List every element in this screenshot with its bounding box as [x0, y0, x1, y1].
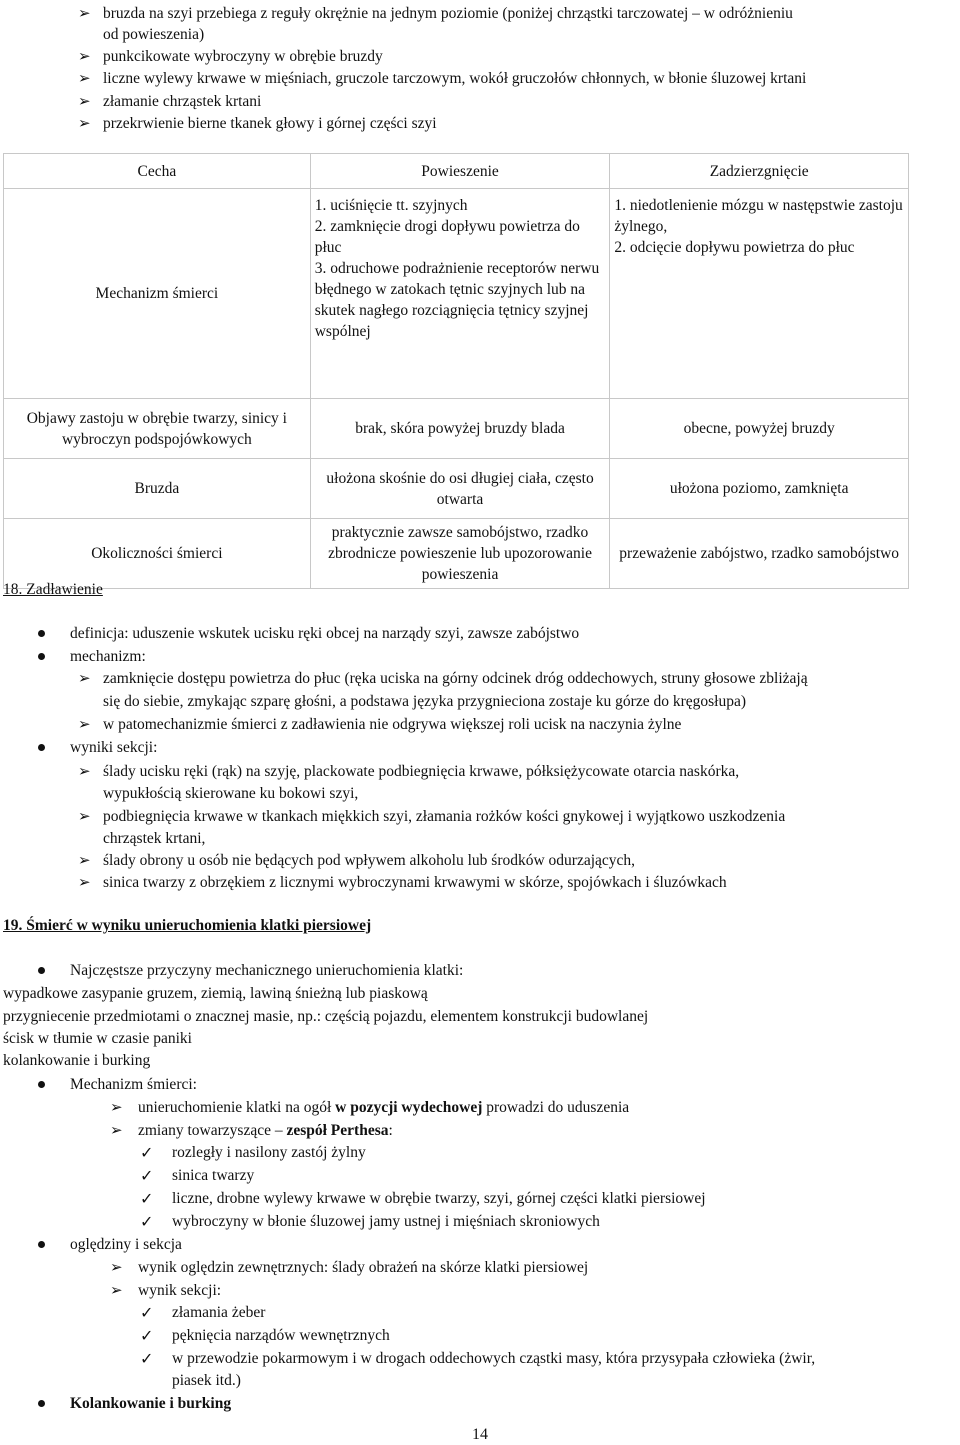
- comparison-table: [3, 153, 909, 589]
- arrow-bullet-icon: ➢: [78, 69, 91, 87]
- bullet-dot-icon: [38, 653, 45, 660]
- text-line: ścisk w tłumie w czasie paniki: [3, 1030, 192, 1047]
- section-heading-18: 18. Zadławienie: [3, 581, 103, 598]
- header-cecha: Cecha: [4, 154, 311, 189]
- list-item: przekrwienie bierne tkanek głowy i górnej części szyi: [103, 115, 437, 132]
- zadzierzgniecie-cell: obecne, powyżej bruzdy: [610, 399, 909, 459]
- list-item: wynik sekcji:: [138, 1282, 222, 1299]
- list-item: ślady ucisku ręki (rąk) na szyję, plackowate podbiegnięcia krwawe, półksiężycowate otarcia naskórka,: [103, 763, 740, 780]
- powieszenie-cell: ułożona skośnie do osi długiej ciała, często otwarta: [310, 459, 610, 519]
- list-item: liczne wylewy krwawe w mięśniach, gruczole tarczowym, wokół gruczołów chłonnych, w błonie śluzowej krtani: [103, 70, 807, 87]
- check-bullet-icon: ✓: [140, 1303, 154, 1322]
- powieszenie-cell: 1. uciśnięcie tt. szyjnych 2. zamknięcie drogi dopływu powietrza do płuc 3. odruchowe podrażnienie receptorów nerwu błędnego w zatokach tętnic szyjnych lub na skutek nagłego rozciągnięcia tętnicy szyjnej wspólnej: [310, 189, 610, 399]
- list-item: definicja: uduszenie wskutek ucisku ręki obcej na narządy szyi, zawsze zabójstwo: [70, 625, 580, 642]
- header-zadzierzgniecie: Zadzierzgnięcie: [610, 154, 909, 189]
- arrow-bullet-icon: ➢: [78, 715, 91, 733]
- list-item: punkcikowate wybroczyny w obrębie bruzdy: [103, 48, 383, 65]
- table-row: [4, 459, 909, 519]
- list-item-continuation: piasek itd.): [172, 1372, 241, 1389]
- bullet-dot-icon: [38, 630, 45, 637]
- zadzierzgniecie-cell: 1. niedotlenienie mózgu w następstwie zastoju żylnego, 2. odcięcie dopływu powietrza do płuc: [610, 189, 909, 399]
- arrow-bullet-icon: ➢: [110, 1121, 123, 1139]
- list-item-continuation: się do siebie, zmykając szparę głośni, a podstawa języka przygnieciona zostaje ku górze do kręgosłupa): [103, 693, 747, 710]
- arrow-bullet-icon: ➢: [78, 4, 91, 22]
- list-item: zmiany towarzyszące – zespół Perthesa:: [138, 1122, 393, 1139]
- list-item: pęknięcia narządów wewnętrznych: [172, 1327, 390, 1344]
- list-item: złamanie chrząstek krtani: [103, 93, 262, 110]
- arrow-bullet-icon: ➢: [78, 851, 91, 869]
- list-item: wybroczyny w błonie śluzowej jamy ustnej i mięśniach skroniowych: [172, 1213, 600, 1230]
- arrow-bullet-icon: ➢: [78, 114, 91, 132]
- check-bullet-icon: ✓: [140, 1349, 154, 1368]
- feature-cell: Bruzda: [4, 459, 311, 519]
- list-item: bruzda na szyi przebiega z reguły okrężnie na jednym poziomie (poniżej chrząstki tarczowatej – w odróżnieniu: [103, 5, 793, 22]
- list-item: sinica twarzy z obrzękiem z licznymi wybroczynami krwawymi w skórze, spojówkach i śluzówkach: [103, 874, 727, 891]
- list-item-continuation: wypukłością skierowane ku bokowi szyi,: [103, 785, 359, 802]
- list-item: złamania żeber: [172, 1304, 266, 1321]
- list-item: unieruchomienie klatki na ogół w pozycji wydechowej prowadzi do uduszenia: [138, 1099, 630, 1116]
- arrow-bullet-icon: ➢: [110, 1258, 123, 1276]
- arrow-bullet-icon: ➢: [110, 1098, 123, 1116]
- feature-cell: Okoliczności śmierci: [4, 519, 311, 589]
- table-row: [4, 189, 909, 399]
- header-powieszenie: Powieszenie: [310, 154, 610, 189]
- bullet-dot-icon: [38, 1400, 45, 1407]
- list-item: Kolankowanie i burking: [70, 1395, 232, 1412]
- bullet-dot-icon: [38, 744, 45, 751]
- bullet-dot-icon: [38, 967, 45, 974]
- list-item-continuation: od powieszenia): [103, 26, 205, 43]
- arrow-bullet-icon: ➢: [78, 807, 91, 825]
- list-item: mechanizm:: [70, 648, 146, 665]
- zadzierzgniecie-cell: ułożona poziomo, zamknięta: [610, 459, 909, 519]
- table-row: [4, 519, 909, 589]
- list-item: rozległy i nasilony zastój żylny: [172, 1144, 366, 1161]
- powieszenie-cell: brak, skóra powyżej bruzdy blada: [310, 399, 610, 459]
- powieszenie-cell: praktycznie zawsze samobójstwo, rzadko zbrodnicze powieszenie lub upozorowanie powieszenia: [310, 519, 610, 589]
- arrow-bullet-icon: ➢: [110, 1281, 123, 1299]
- table-header-row: [4, 154, 909, 189]
- list-item: Mechanizm śmierci:: [70, 1076, 197, 1093]
- check-bullet-icon: ✓: [140, 1189, 154, 1208]
- list-item: sinica twarzy: [172, 1167, 255, 1184]
- check-bullet-icon: ✓: [140, 1166, 154, 1185]
- text-line: kolankowanie i burking: [3, 1052, 151, 1069]
- list-item: Najczęstsze przyczyny mechanicznego unieruchomienia klatki:: [70, 962, 464, 979]
- feature-cell: Objawy zastoju w obrębie twarzy, sinicy i wybroczyn podspojówkowych: [4, 399, 311, 459]
- table-row: [4, 399, 909, 459]
- bullet-dot-icon: [38, 1241, 45, 1248]
- arrow-bullet-icon: ➢: [78, 762, 91, 780]
- list-item: liczne, drobne wylewy krwawe w obrębie twarzy, szyi, górnej części klatki piersiowej: [172, 1190, 706, 1207]
- arrow-bullet-icon: ➢: [78, 873, 91, 891]
- arrow-bullet-icon: ➢: [78, 92, 91, 110]
- list-item: wynik oględzin zewnętrznych: ślady obrażeń na skórze klatki piersiowej: [138, 1259, 589, 1276]
- list-item: wyniki sekcji:: [70, 739, 158, 756]
- check-bullet-icon: ✓: [140, 1212, 154, 1231]
- feature-cell: Mechanizm śmierci: [4, 189, 311, 399]
- list-item: w przewodzie pokarmowym i w drogach oddechowych cząstki masy, która przysypała człowieka (żwir,: [172, 1350, 816, 1367]
- list-item: podbiegnięcia krwawe w tkankach miękkich szyi, złamania rożków kości gnykowej i wyjątkowo uszkodzenia: [103, 808, 786, 825]
- list-item: ślady obrony u osób nie będących pod wpływem alkoholu lub środków odurzających,: [103, 852, 636, 869]
- page-number: 14: [472, 1426, 488, 1443]
- check-bullet-icon: ✓: [140, 1326, 154, 1345]
- arrow-bullet-icon: ➢: [78, 669, 91, 687]
- bullet-dot-icon: [38, 1081, 45, 1088]
- check-bullet-icon: ✓: [140, 1143, 154, 1162]
- list-item: zamknięcie dostępu powietrza do płuc (ręka uciska na górny odcinek dróg oddechowych, struny głosowe zbliżają: [103, 670, 808, 687]
- text-line: przygniecenie przedmiotami o znacznej masie, np.: częścią pojazdu, elementem konstrukcji budowlanej: [3, 1008, 649, 1025]
- text-line: wypadkowe zasypanie gruzem, ziemią, lawiną śnieżną lub piaskową: [3, 985, 428, 1002]
- section-heading-19: 19. Śmierć w wyniku unieruchomienia klatki piersiowej: [3, 917, 372, 934]
- list-item-continuation: chrząstek krtani,: [103, 830, 206, 847]
- list-item: oględziny i sekcja: [70, 1236, 182, 1253]
- arrow-bullet-icon: ➢: [78, 47, 91, 65]
- zadzierzgniecie-cell: przeważenie zabójstwo, rzadko samobójstwo: [610, 519, 909, 589]
- list-item: w patomechanizmie śmierci z zadławienia nie odgrywa większej roli ucisk na naczynia żylne: [103, 716, 682, 733]
